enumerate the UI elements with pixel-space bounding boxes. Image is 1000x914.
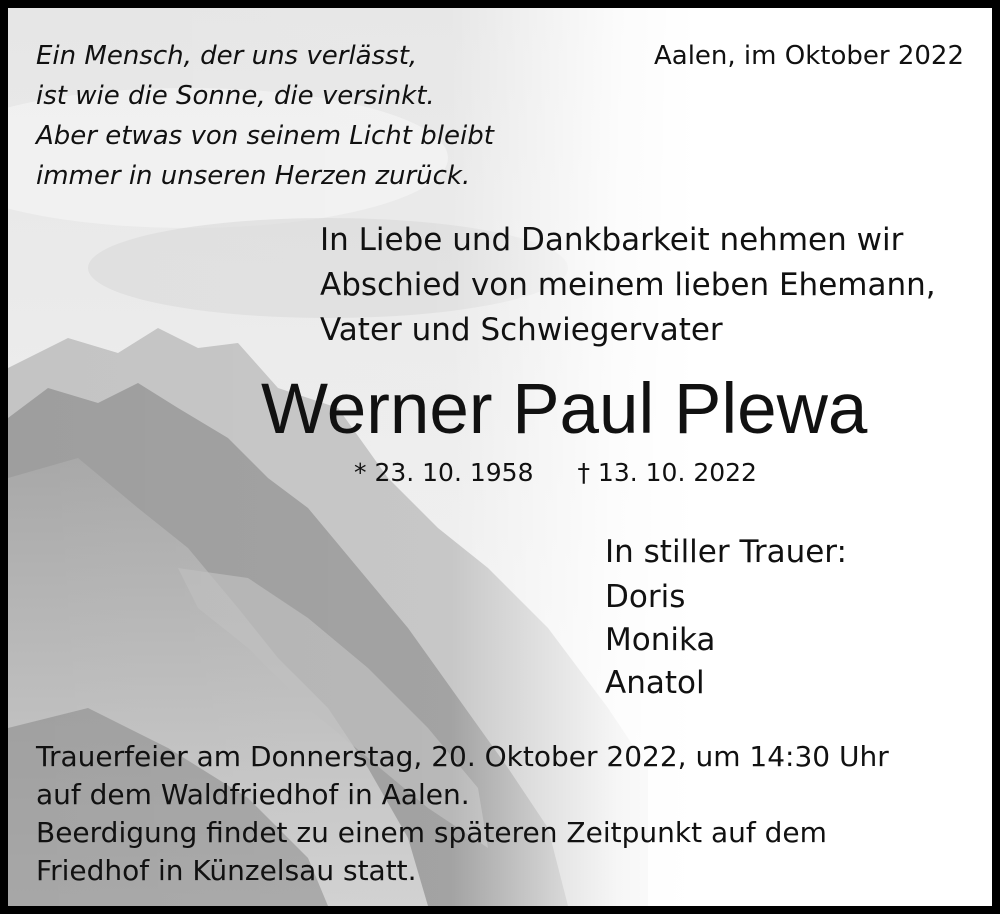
- service-info-line: Trauerfeier am Donnerstag, 20. Oktober 2022, um 14:30 Uhr: [36, 740, 889, 773]
- life-dates: [354, 454, 757, 492]
- poem-line: Aber etwas von seinem Licht bleibt: [36, 121, 494, 151]
- intro-line: Vater und Schwiegervater: [320, 312, 723, 348]
- place-date: Aalen, im Oktober 2022: [653, 41, 964, 71]
- mourning-heading: In stiller Trauer:: [605, 534, 847, 570]
- mourners-list: [605, 576, 715, 705]
- poem-line: Ein Mensch, der uns verlässt,: [36, 41, 418, 71]
- poem: [36, 36, 494, 196]
- death-date: † 13. 10. 2022: [577, 458, 757, 487]
- intro-text: [320, 218, 936, 353]
- mourner-name: Monika: [605, 622, 716, 658]
- service-info-line: Friedhof in Künzelsau statt.: [36, 854, 417, 887]
- service-info-line: auf dem Waldfriedhof in Aalen.: [36, 778, 470, 811]
- mourner-name: Doris: [605, 579, 686, 615]
- birth-date: * 23. 10. 1958: [354, 458, 534, 487]
- service-info: [36, 738, 889, 890]
- deceased-name: Werner Paul Plewa: [261, 370, 868, 449]
- mourner-name: Anatol: [605, 665, 705, 701]
- intro-line: Abschied von meinem lieben Ehemann,: [320, 267, 936, 303]
- service-info-line: Beerdigung findet zu einem späteren Zeitpunkt auf dem: [36, 816, 827, 849]
- intro-line: In Liebe und Dankbarkeit nehmen wir: [320, 222, 904, 258]
- poem-line: immer in unseren Herzen zurück.: [36, 161, 471, 191]
- poem-line: ist wie die Sonne, die versinkt.: [36, 81, 435, 111]
